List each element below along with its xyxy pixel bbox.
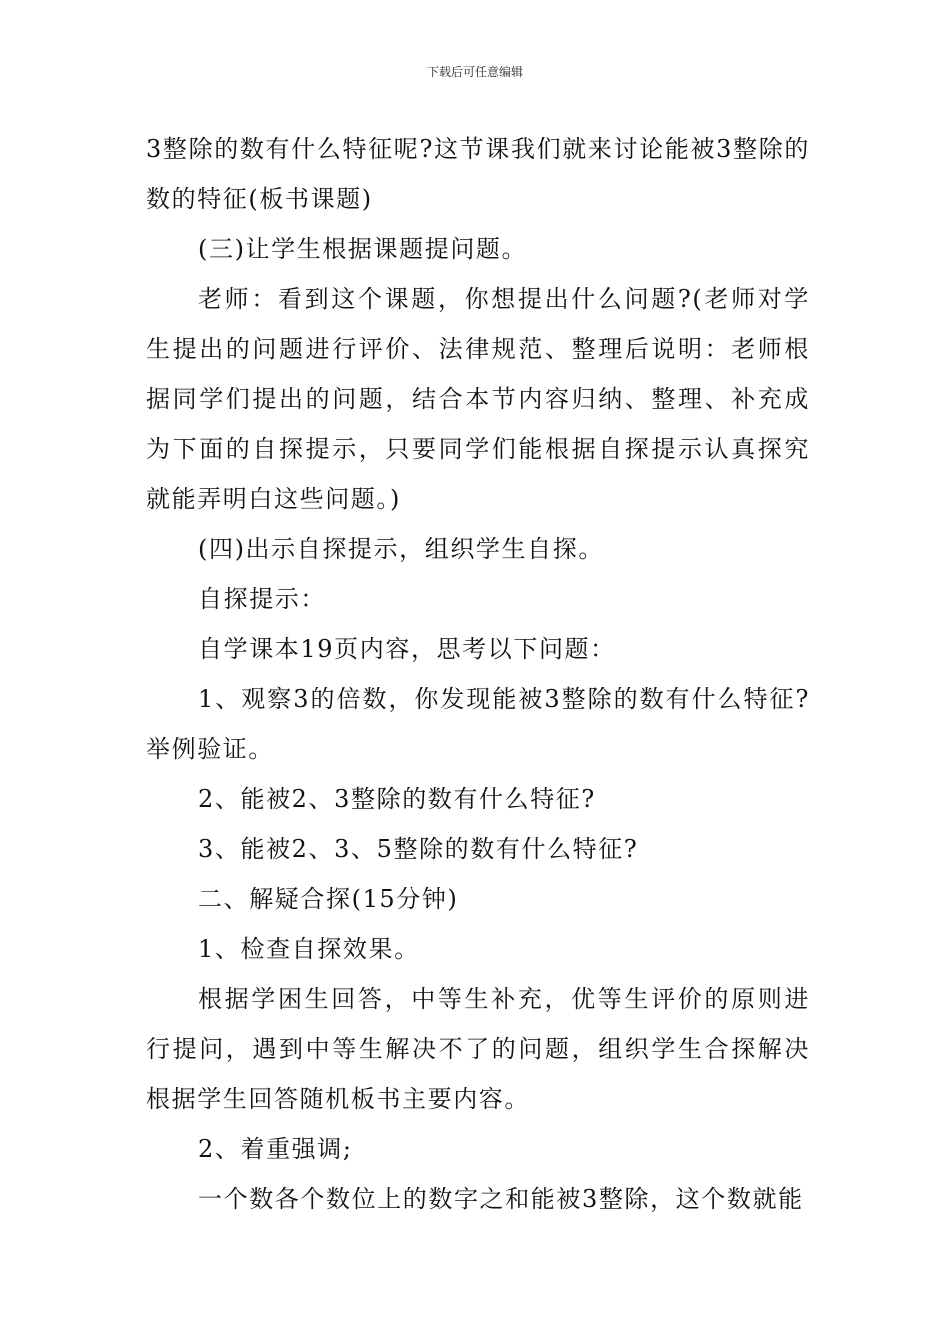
list-item: 1、检查自探效果。 [198, 935, 420, 963]
paragraph: 自探提示： [198, 585, 326, 613]
paragraph: (四)出示自探提示，组织学生自探。 [198, 535, 604, 563]
section-heading: 二、解疑合探(15分钟) [198, 885, 459, 913]
paragraph: 一个数各个数位上的数字之和能被3整除，这个数就能 [198, 1185, 804, 1213]
paragraph: (三)让学生根据课题提问题。 [198, 235, 528, 263]
page-header-note: 下载后可任意编辑 [426, 65, 523, 79]
list-item: 3、能被2、3、5整除的数有什么特征? [198, 835, 639, 863]
document-body [146, 124, 810, 1224]
paragraph: 自学课本19页内容，思考以下问题： [198, 635, 616, 663]
list-item: 2、着重强调; [198, 1135, 353, 1163]
paragraph: 老师：看到这个课题，你想提出什么问题?(老师对学生提出的问题进行评价、法律规范、整理后说明：老师根据同学们提出的问题，结合本节内容归纳、整理、补充成为下面的自探提示，只要同学们能根据自探提示认真探究就能弄明白这些问题。) [146, 285, 810, 513]
list-item: 2、能被2、3整除的数有什么特征? [198, 785, 596, 813]
paragraph: 根据学困生回答，中等生补充，优等生评价的原则进行提问，遇到中等生解决不了的问题，组织学生合探解决根据学生回答随机板书主要内容。 [146, 985, 810, 1113]
paragraph: 3整除的数有什么特征呢?这节课我们就来讨论能被3整除的数的特征(板书课题) [146, 135, 810, 213]
list-item: 1、观察3的倍数，你发现能被3整除的数有什么特征?举例验证。 [146, 685, 810, 763]
